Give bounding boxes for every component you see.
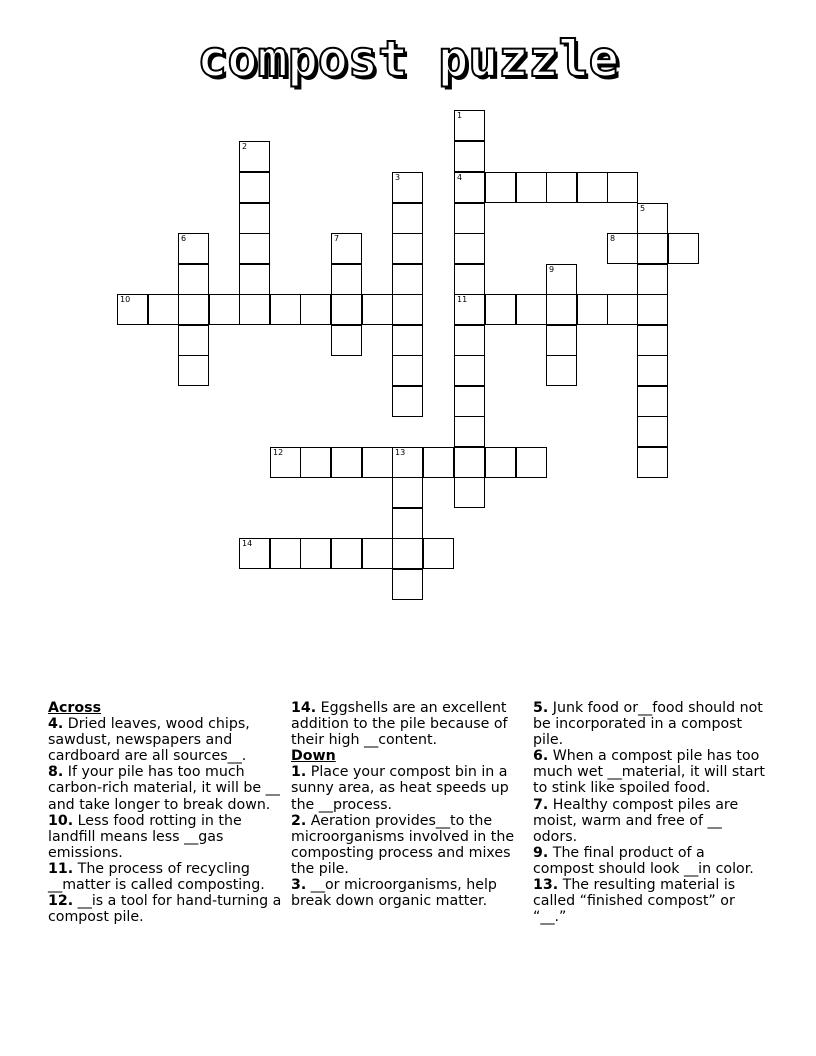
crossword-cell[interactable]: [239, 141, 270, 172]
cell-number: 11: [457, 295, 468, 304]
crossword-cell[interactable]: [362, 538, 393, 569]
crossword-cell[interactable]: [454, 386, 485, 417]
crossword-cell[interactable]: [423, 538, 454, 569]
crossword-cell[interactable]: [392, 233, 423, 264]
clue-number: 14.: [291, 700, 317, 716]
crossword-cell[interactable]: [178, 264, 209, 295]
crossword-cell[interactable]: [362, 294, 393, 325]
crossword-cell[interactable]: [392, 386, 423, 417]
clue-number: 1.: [291, 764, 307, 781]
clue: 3. __or microorganisms, help break down organic matter.: [291, 877, 497, 910]
cell-number: 3: [395, 173, 401, 182]
crossword-cell[interactable]: [637, 447, 668, 478]
crossword-cell[interactable]: [637, 355, 668, 386]
crossword-cell[interactable]: [178, 233, 209, 264]
crossword-cell[interactable]: [454, 233, 485, 264]
crossword-cell[interactable]: [331, 325, 362, 356]
crossword-cell[interactable]: [637, 325, 668, 356]
cell-number: 8: [610, 234, 616, 243]
cell-number: 14: [242, 539, 253, 548]
cell-number: 13: [395, 448, 406, 457]
crossword-cell[interactable]: [454, 294, 485, 325]
crossword-cell[interactable]: [239, 203, 270, 234]
clue-section-heading: Across: [48, 700, 102, 716]
crossword-cell[interactable]: [546, 355, 577, 386]
crossword-cell[interactable]: [270, 294, 301, 325]
crossword-cell[interactable]: [516, 447, 547, 478]
crossword-cell[interactable]: [392, 203, 423, 234]
clue: 8. If your pile has too much carbon-rich material, it will be __ and take longer to break down.: [48, 764, 280, 813]
crossword-cell[interactable]: [392, 264, 423, 295]
crossword-cell[interactable]: [577, 294, 608, 325]
cell-number: 5: [640, 204, 646, 213]
cell-number: 1: [457, 111, 463, 120]
crossword-cell[interactable]: [454, 264, 485, 295]
crossword-cell[interactable]: [392, 508, 423, 539]
clue: 9. The final product of a compost should look __in color.: [533, 844, 754, 877]
crossword-cell[interactable]: [178, 294, 209, 325]
clue-number: 7.: [533, 796, 549, 813]
crossword-cell[interactable]: [637, 264, 668, 295]
clue-number: 13.: [533, 877, 559, 894]
crossword-cell[interactable]: [454, 477, 485, 508]
crossword-cell[interactable]: [546, 325, 577, 356]
crossword-cell[interactable]: [331, 264, 362, 295]
crossword-cell[interactable]: [637, 386, 668, 417]
clue: 12. __is a tool for hand-turning a compost pile.: [48, 893, 282, 926]
crossword-cell[interactable]: [637, 233, 668, 264]
crossword-cell[interactable]: [607, 294, 638, 325]
crossword-cell[interactable]: [270, 447, 301, 478]
crossword-cell[interactable]: [546, 264, 577, 295]
crossword-cell[interactable]: [637, 294, 668, 325]
crossword-cell[interactable]: [454, 110, 485, 141]
crossword-cell[interactable]: [331, 538, 362, 569]
crossword-cell[interactable]: [392, 477, 423, 508]
crossword-cell[interactable]: [516, 294, 547, 325]
crossword-cell[interactable]: [454, 447, 485, 478]
crossword-cell[interactable]: [454, 172, 485, 203]
crossword-cell[interactable]: [239, 294, 270, 325]
clue: 6. When a compost pile has too much wet __material, it will start to stink like spoiled food.: [533, 748, 765, 797]
crossword-cell[interactable]: [300, 538, 331, 569]
clue: 13. The resulting material is called “finished compost” or “__.”: [533, 877, 736, 926]
crossword-cell[interactable]: [485, 447, 516, 478]
crossword-cell[interactable]: [239, 172, 270, 203]
clue: 14. Eggshells are an excellent addition to the pile because of their high __content.: [291, 700, 508, 749]
cell-number: 6: [181, 234, 187, 243]
crossword-cell[interactable]: [423, 447, 454, 478]
crossword-cell[interactable]: [239, 233, 270, 264]
clue: 10. Less food rotting in the landfill means less __gas emissions.: [48, 812, 242, 861]
cell-number: 2: [242, 142, 248, 151]
cell-number: 9: [549, 265, 555, 274]
cell-number: 10: [120, 295, 131, 304]
crossword-cell[interactable]: [239, 538, 270, 569]
clues-column-1: [48, 700, 284, 925]
crossword-cell[interactable]: [485, 294, 516, 325]
crossword-cell[interactable]: [454, 141, 485, 172]
clue-number: 6.: [533, 748, 549, 765]
clue: 5. Junk food or__food should not be incorporated in a compost pile.: [533, 700, 763, 749]
crossword-cell[interactable]: [454, 325, 485, 356]
clue: 2. Aeration provides__to the microorganisms involved in the composting process and mixes the pile.: [291, 812, 515, 877]
clue: 4. Dried leaves, wood chips, sawdust, newspapers and cardboard are all sources__.: [48, 716, 250, 765]
crossword-cell[interactable]: [392, 325, 423, 356]
crossword-cell[interactable]: [117, 294, 148, 325]
crossword-cell[interactable]: [392, 172, 423, 203]
clue-number: 4.: [48, 716, 64, 733]
crossword-cell[interactable]: [546, 294, 577, 325]
cell-number: 4: [457, 173, 463, 182]
crossword-cell[interactable]: [178, 355, 209, 386]
crossword-cell[interactable]: [392, 538, 423, 569]
crossword-cell[interactable]: [331, 233, 362, 264]
clue: 11. The process of recycling __matter is called composting.: [48, 860, 265, 894]
clue-number: 8.: [48, 764, 64, 781]
crossword-cell[interactable]: [392, 294, 423, 325]
clue-number: 3.: [291, 877, 307, 894]
crossword-cell[interactable]: [546, 172, 577, 203]
crossword-cell[interactable]: [270, 538, 301, 569]
crossword-cell[interactable]: [637, 203, 668, 234]
crossword-cell[interactable]: [454, 203, 485, 234]
clue-number: 10.: [48, 812, 74, 829]
cell-number: 7: [334, 234, 340, 243]
clue: 1. Place your compost bin in a sunny area, as heat speeds up the __process.: [291, 764, 509, 813]
crossword-cell[interactable]: [454, 416, 485, 447]
crossword-cell[interactable]: [300, 294, 331, 325]
crossword-cell[interactable]: [454, 355, 485, 386]
crossword-cell[interactable]: [637, 416, 668, 447]
crossword-cell[interactable]: [392, 447, 423, 478]
clue-number: 12.: [48, 893, 74, 910]
crossword-cell[interactable]: [362, 447, 393, 478]
crossword-cell[interactable]: [178, 325, 209, 356]
crossword-cell[interactable]: [331, 294, 362, 325]
crossword-cell[interactable]: [392, 355, 423, 386]
clues-column-2: [291, 700, 527, 909]
clue-number: 5.: [533, 700, 549, 716]
crossword-cell[interactable]: [668, 233, 699, 264]
cell-number: 12: [273, 448, 284, 457]
crossword-cell[interactable]: [331, 447, 362, 478]
crossword-cell[interactable]: [300, 447, 331, 478]
puzzle-title: compost puzzle: [197, 30, 619, 88]
clue-number: 9.: [533, 844, 549, 861]
crossword-cell[interactable]: [392, 569, 423, 600]
crossword-cell[interactable]: [577, 172, 608, 203]
clue-section-heading: Down: [291, 748, 336, 765]
clue-number: 2.: [291, 812, 307, 829]
crossword-cell[interactable]: [485, 172, 516, 203]
crossword-cell[interactable]: [516, 172, 547, 203]
crossword-cell[interactable]: [209, 294, 240, 325]
clue: 7. Healthy compost piles are moist, warm and free of __ odors.: [533, 796, 739, 845]
crossword-cell[interactable]: [239, 264, 270, 295]
crossword-cell[interactable]: [607, 172, 638, 203]
crossword-cell[interactable]: [607, 233, 638, 264]
clue-number: 11.: [48, 860, 74, 877]
clues-column-3: [533, 700, 769, 925]
crossword-cell[interactable]: [148, 294, 179, 325]
